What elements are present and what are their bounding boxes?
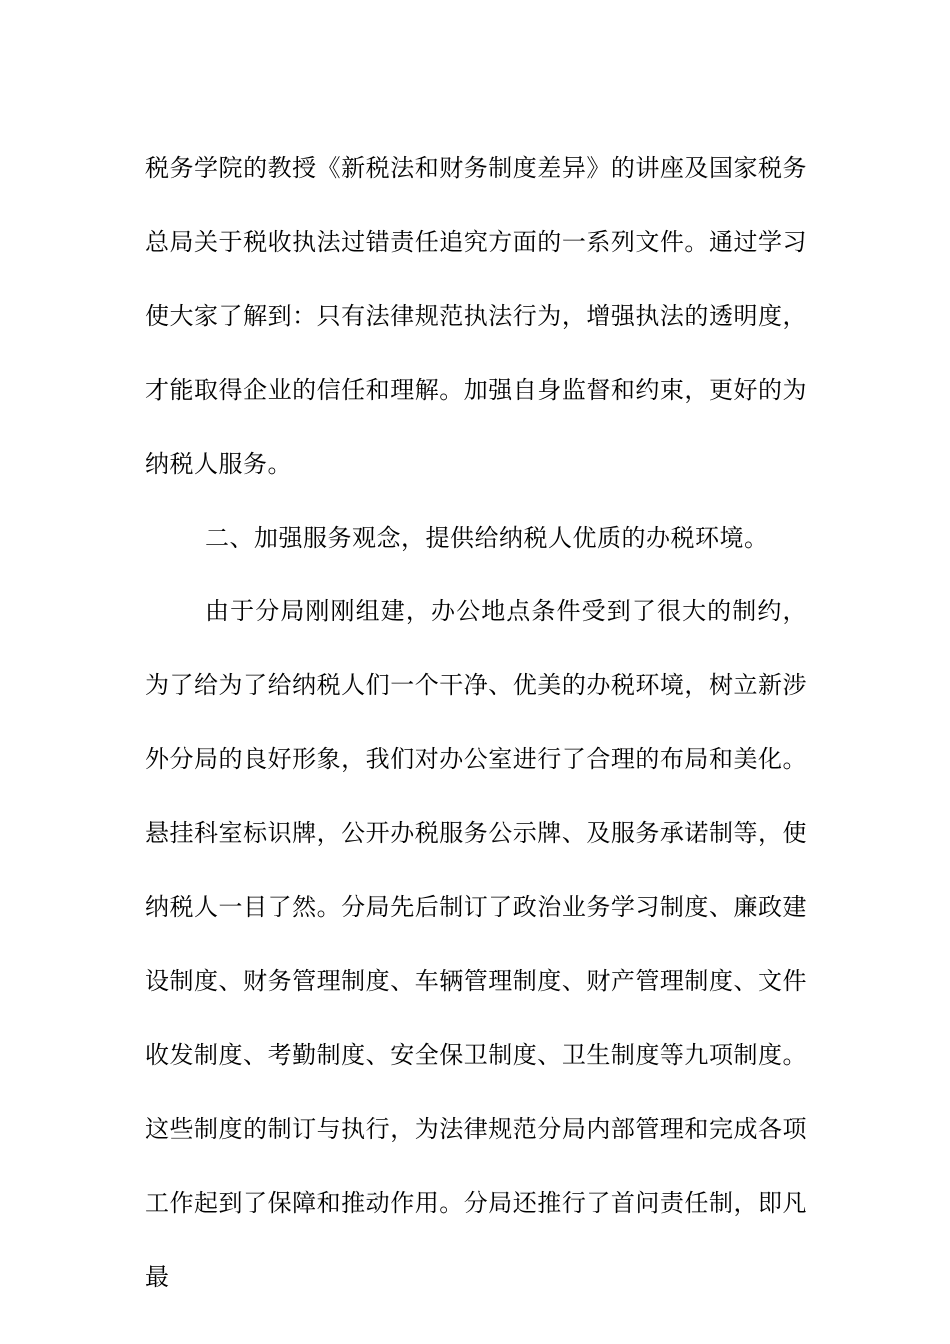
paragraph-continuation: 税务学院的教授《新税法和财务制度差异》的讲座及国家税务总局关于税收执法过错责任追究方面的一系列文件。通过学习使大家了解到：只有法律规范执法行为，增强执法的透明度，才能取得企业的信任和理解。加强自身监督和约束，更好的为纳税人服务。 bbox=[145, 154, 807, 478]
paragraph-body: 由于分局刚刚组建，办公地点条件受到了很大的制约，为了给为了给纳税人们一个干净、优美的办税环境，树立新涉外分局的良好形象，我们对办公室进行了合理的布局和美化。悬挂科室标识牌，公开办税服务公示牌、及服务承诺制等，使纳税人一目了然。分局先后制订了政治业务学习制度、廉政建设制度、财务管理制度、车辆管理制度、财产管理制度、文件收发制度、考勤制度、安全保卫制度、卫生制度等九项制度。这些制度的制订与执行，为法律规范分局内部管理和完成各项工作起到了保障和推动作用。分局还推行了首问责任制，即凡最 bbox=[145, 597, 807, 1291]
section-heading-two: 二、加强服务观念，提供给纳税人优质的办税环境。 bbox=[205, 523, 769, 552]
document-body bbox=[145, 132, 807, 1315]
